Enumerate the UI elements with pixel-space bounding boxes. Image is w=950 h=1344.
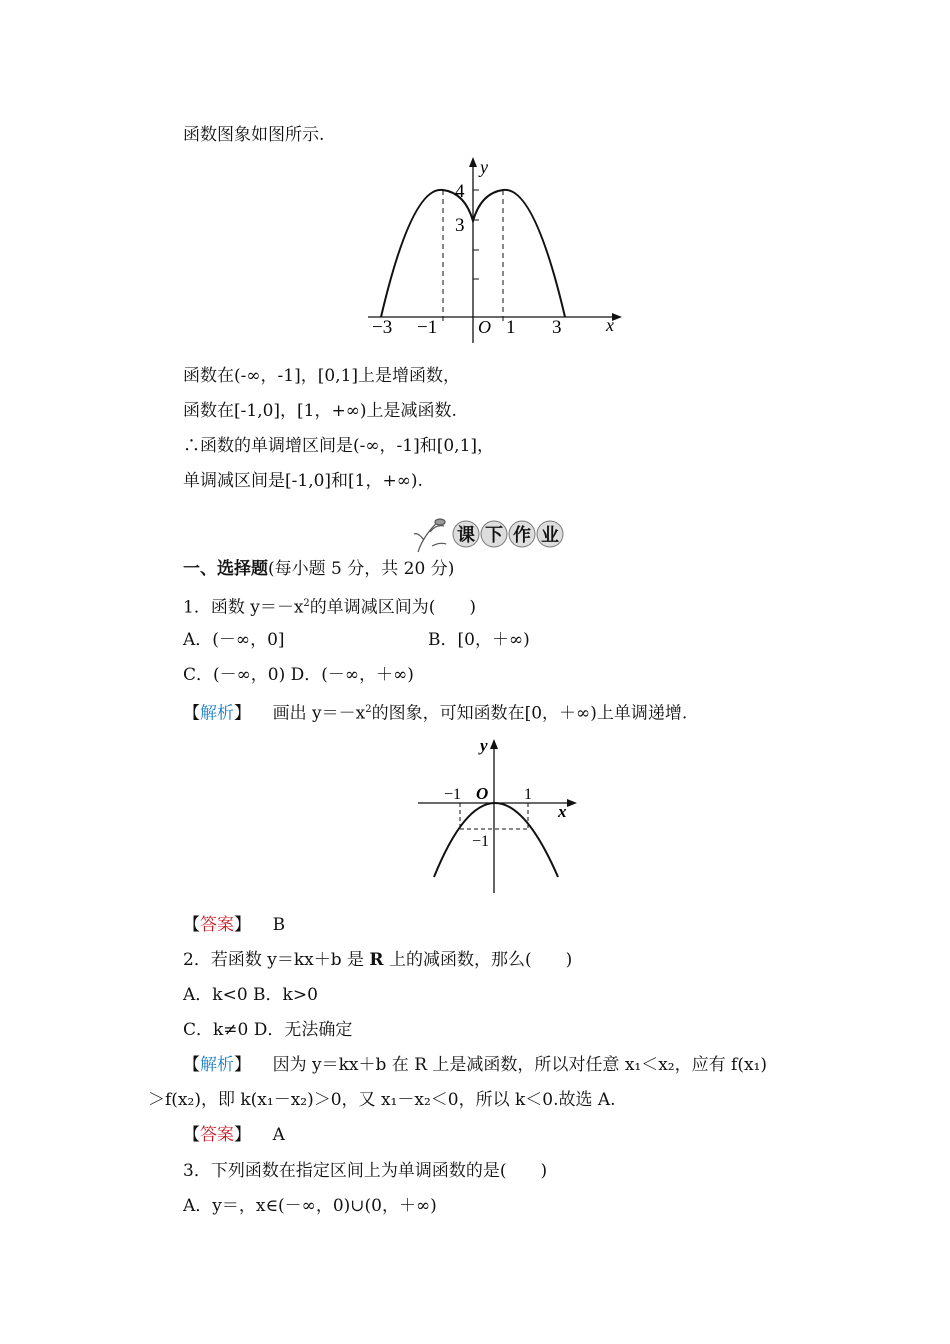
y-tick-3: 3 — [455, 215, 465, 236]
para-line-3: ∴函数的单调增区间是(-∞，-1]和[0,1]， — [183, 436, 495, 456]
y-tick-4: 4 — [455, 181, 465, 202]
y-tick-neg1: −1 — [472, 833, 490, 850]
para-line-4: 单调减区间是[-1,0]和[1，+∞). — [183, 471, 423, 491]
q3-stem: 3．下列函数在指定区间上为单调函数的是( ) — [183, 1161, 548, 1181]
x-tick-3: 3 — [552, 317, 562, 338]
section-note: (每小题 5 分，共 20 分) — [268, 559, 455, 579]
banner-char-1: 课 — [457, 525, 475, 545]
banner-char-3: 作 — [513, 525, 531, 545]
origin-label: O — [476, 784, 489, 803]
para-line-1: 函数在(-∞，-1]，[0,1]上是增函数， — [183, 366, 461, 386]
y-axis-label: y — [480, 157, 488, 177]
answer-tag: 答案 — [200, 1125, 234, 1145]
leaf-decoration-icon — [414, 519, 446, 552]
section-banner — [410, 512, 570, 556]
x-axis-arrow-icon — [567, 799, 577, 807]
q2-option-ab: A．k<0 B．k>0 — [183, 985, 318, 1005]
y-axis-arrow-icon — [490, 739, 498, 749]
x-tick-1: 1 — [506, 317, 516, 338]
section-title: 一、选择题 — [183, 559, 268, 579]
q2-analysis-line-1: 【解析】 因为 y＝kx＋b 在 R 上是减函数，所以对任意 x₁＜x₂，应有 f(x₁) — [183, 1055, 767, 1075]
y-axis-label: y — [480, 736, 488, 755]
x-tick-1: 1 — [524, 786, 532, 803]
banner-char-2: 下 — [485, 525, 503, 545]
q2-analysis-line-2: ＞f(x₂)，即 k(x₁－x₂)＞0，又 x₁－x₂＜0，所以 k＜0.故选 A. — [148, 1090, 616, 1110]
function-graph-2 — [410, 735, 585, 895]
analysis-tag: 解析 — [200, 1055, 234, 1075]
q1-stem: 1．函数 $y=-x^2$的单调减区间为( ) — [183, 597, 477, 618]
x-tick-neg1: −1 — [417, 317, 438, 338]
q1-option-b: B．[0，＋∞) — [428, 630, 530, 650]
y-axis-arrow-icon — [469, 157, 477, 167]
para-line-2: 函数在[-1,0]，[1，+∞)上是减函数. — [183, 401, 457, 421]
analysis-tag: 解析 — [200, 703, 234, 724]
x-axis-label: x — [606, 315, 614, 335]
x-tick-neg3: −3 — [372, 317, 393, 338]
q2-option-cd: C．k≠0 D．无法确定 — [183, 1020, 353, 1040]
q3-option-a: A．y＝，x∈(－∞，0)∪(0，＋∞) — [183, 1196, 437, 1216]
section-heading — [183, 558, 454, 580]
parabola-curve — [434, 803, 558, 877]
q2-answer: 【答案】 A — [183, 1125, 285, 1145]
intro-text: 函数图象如图所示. — [183, 125, 325, 145]
banner-char-4: 业 — [541, 525, 559, 545]
answer-tag: 答案 — [200, 915, 234, 935]
q1-answer: 【答案】 B — [183, 915, 286, 935]
function-graph-1 — [360, 155, 630, 345]
q1-option-a: A．(－∞，0] — [183, 630, 285, 650]
q2-stem: 2．若函数 y＝kx＋b 是 R 上的减函数，那么( ) — [183, 950, 573, 970]
q1-option-cd: C．(－∞，0) D．(－∞，＋∞) — [183, 665, 414, 685]
q1-analysis: 【解析】 画出 $y=-x^2$的图象，可知函数在[0，＋∞)上单调递增. — [183, 703, 688, 724]
x-axis-label: x — [558, 802, 567, 821]
x-tick-neg1: −1 — [444, 786, 462, 803]
origin-label: O — [478, 317, 491, 337]
